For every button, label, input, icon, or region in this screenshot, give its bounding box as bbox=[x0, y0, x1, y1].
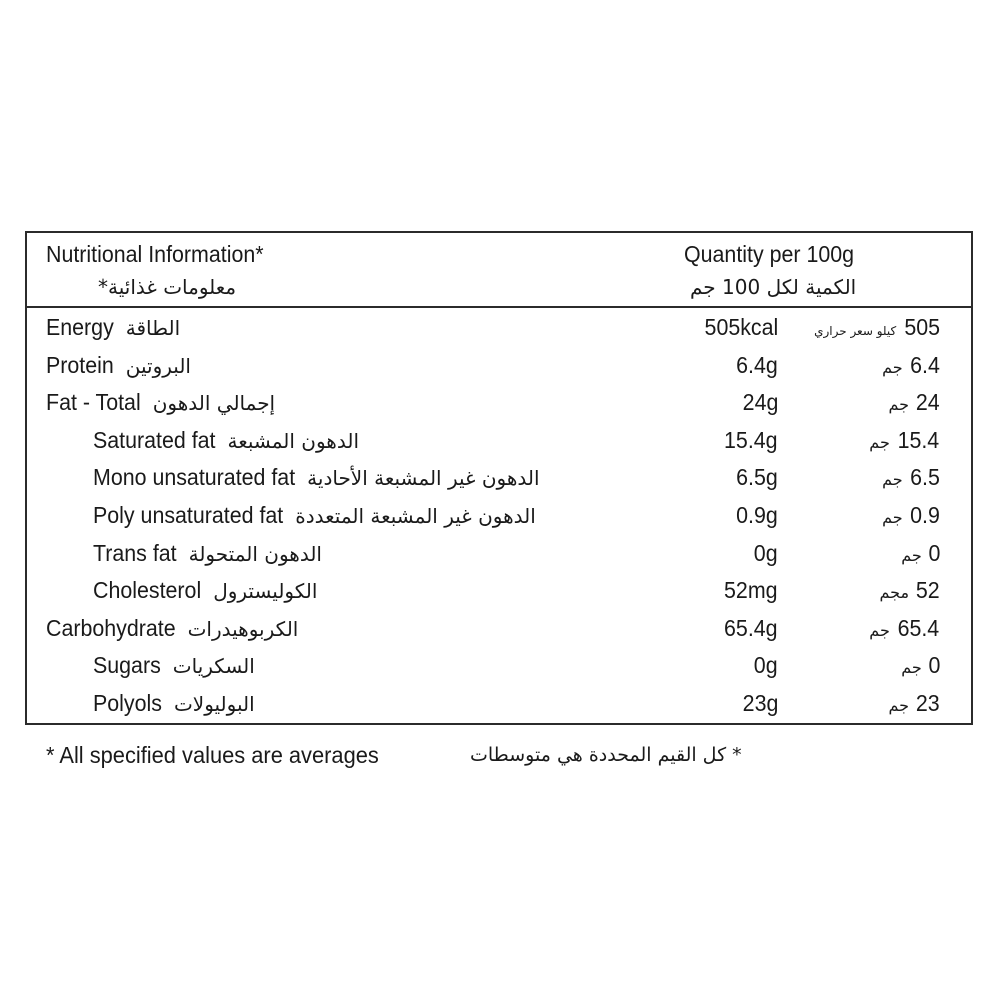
nutrient-value-ar-number: 6.4 bbox=[910, 351, 940, 378]
nutrient-label-en: Polyols bbox=[93, 690, 162, 716]
nutrient-label-ar: الكربوهيدرات bbox=[187, 616, 299, 641]
nutrient-value-ar-number: 15.4 bbox=[897, 426, 940, 453]
nutrient-value-ar-unit: جم bbox=[882, 357, 903, 377]
nutrient-value-ar-number: 23 bbox=[916, 690, 941, 716]
nutrient-label-ar: الدهون غير المشبعة المتعددة bbox=[295, 504, 536, 528]
nutrient-value-ar-unit: جم bbox=[869, 432, 890, 452]
nutrient-label-ar: السكريات bbox=[172, 654, 255, 679]
nutrient-value: 6.4g bbox=[736, 351, 778, 378]
nutrient-label-ar: البروتين bbox=[125, 353, 191, 378]
footnote-ar: * كل القيم المحددة هي متوسطات bbox=[470, 744, 742, 766]
nutrient-value-ar-unit: جم bbox=[882, 508, 903, 527]
quantity-header-ar: الكمية لكل 100 جم bbox=[690, 275, 857, 299]
nutrient-value: 52mg bbox=[724, 577, 778, 604]
nutrient-label-en: Poly unsaturated fat bbox=[93, 502, 284, 528]
nutrient-value: 6.5g bbox=[736, 464, 778, 491]
nutrient-value-ar bbox=[882, 464, 941, 493]
nutrient-value-ar bbox=[869, 615, 941, 644]
nutrient-label-ar: الطاقة bbox=[125, 316, 181, 340]
nutrient-value-ar-unit: كيلو سعر حراري bbox=[814, 324, 897, 338]
nutrient-value-ar-unit: جم bbox=[888, 395, 910, 415]
nutrient-label-en: Fat - Total bbox=[46, 389, 141, 416]
nutrient-label-ar: إجمالي الدهون bbox=[152, 391, 276, 416]
nutrient-label-ar: الكوليسترول bbox=[213, 579, 318, 604]
nutrient-label-en: Saturated fat bbox=[93, 426, 216, 453]
table-header bbox=[27, 233, 971, 308]
nutrient-value-ar-number: 52 bbox=[916, 577, 941, 604]
nutrient-value-ar bbox=[879, 577, 941, 606]
nutrient-value-ar-unit: جم bbox=[869, 620, 890, 640]
nutrient-value: 505kcal bbox=[704, 314, 778, 340]
nutrient-label-en: Sugars bbox=[93, 652, 161, 679]
nutrient-value: 0.9g bbox=[736, 502, 778, 528]
nutrient-value-ar-unit: جم bbox=[901, 658, 922, 678]
nutrient-value-ar-number: 0 bbox=[928, 652, 941, 679]
nutrient-value-ar bbox=[901, 652, 941, 681]
nutrient-label-ar: الدهون المشبعة bbox=[227, 428, 360, 453]
nutrient-label-en: Carbohydrate bbox=[46, 614, 176, 641]
nutrient-label-ar: الدهون غير المشبعة الأحادية bbox=[307, 466, 540, 491]
title-ar: معلومات غذائية* bbox=[98, 275, 237, 299]
nutrient-value-ar bbox=[869, 427, 941, 456]
nutrient-label-ar: الدهون المتحولة bbox=[188, 541, 322, 566]
nutrient-value-ar-number: 65.4 bbox=[897, 614, 940, 641]
nutrient-value-ar bbox=[882, 502, 941, 531]
footnote-en: * All specified values are averages bbox=[46, 742, 379, 768]
nutrition-table bbox=[25, 231, 973, 725]
nutrient-value-ar-unit: مجم bbox=[879, 583, 910, 603]
title-en: Nutritional Information* bbox=[46, 241, 264, 267]
nutrient-value-ar-number: 6.5 bbox=[910, 464, 940, 491]
nutrient-value-ar-unit: جم bbox=[901, 545, 922, 565]
nutrient-label-en: Mono unsaturated fat bbox=[93, 464, 296, 491]
nutrient-value: 15.4g bbox=[724, 426, 778, 453]
footnote bbox=[46, 741, 742, 769]
nutrient-label-en: Cholesterol bbox=[93, 577, 202, 604]
nutrient-label-en: Protein bbox=[46, 351, 114, 378]
nutrient-value: 0g bbox=[754, 652, 778, 679]
nutrient-value: 23g bbox=[742, 690, 778, 716]
nutrient-value-ar bbox=[901, 540, 941, 569]
nutrient-value-ar-unit: جم bbox=[888, 696, 910, 715]
nutrient-value: 65.4g bbox=[724, 614, 778, 641]
nutrient-value-ar-unit: جم bbox=[882, 470, 903, 490]
nutrient-value: 0g bbox=[754, 539, 778, 566]
nutrient-value-ar bbox=[888, 690, 941, 719]
nutrient-value-ar bbox=[882, 352, 941, 381]
nutrient-value: 24g bbox=[742, 389, 778, 416]
nutrient-label-en: Energy bbox=[46, 314, 114, 340]
nutrient-value-ar-number: 24 bbox=[916, 389, 941, 416]
nutrient-label-ar: البوليولات bbox=[173, 692, 255, 716]
nutrient-label-en: Trans fat bbox=[93, 539, 177, 566]
nutrient-value-ar-number: 505 bbox=[903, 314, 940, 340]
nutrient-value-ar bbox=[888, 389, 941, 418]
quantity-header-en: Quantity per 100g bbox=[684, 241, 855, 267]
nutrient-value-ar bbox=[814, 314, 941, 344]
nutrient-value-ar-number: 0.9 bbox=[910, 502, 940, 528]
nutrient-value-ar-number: 0 bbox=[928, 539, 941, 566]
